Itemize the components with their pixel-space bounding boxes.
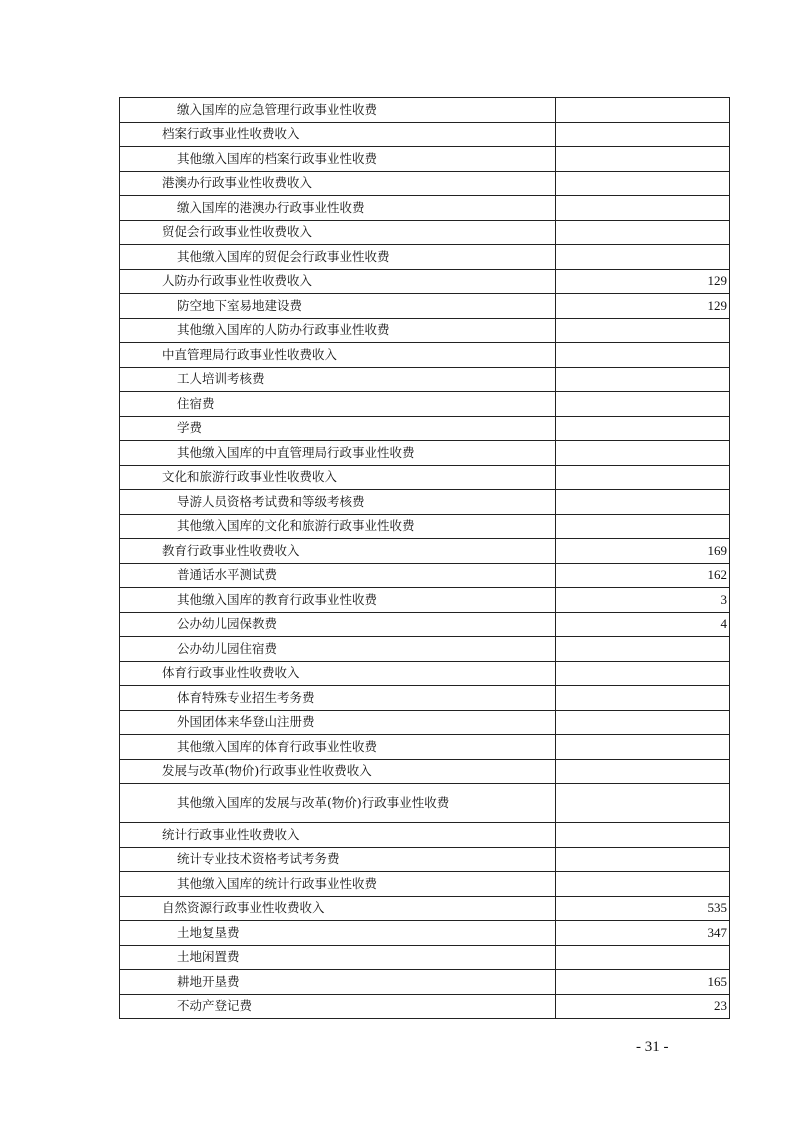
table-row [120, 612, 730, 637]
table-row [120, 945, 730, 970]
amount-cell [556, 245, 730, 270]
table-row [120, 392, 730, 417]
table-row [120, 171, 730, 196]
amount-cell: 3 [556, 588, 730, 613]
amount-cell: 165 [556, 970, 730, 995]
table-row [120, 847, 730, 872]
item-name-cell: 缴入国库的应急管理行政事业性收费 [120, 98, 556, 123]
table-row [120, 343, 730, 368]
table-row [120, 823, 730, 848]
item-name-cell: 防空地下室易地建设费 [120, 294, 556, 319]
amount-cell [556, 710, 730, 735]
table-row [120, 416, 730, 441]
item-name-cell: 文化和旅游行政事业性收费收入 [120, 465, 556, 490]
item-name-cell: 体育特殊专业招生考务费 [120, 686, 556, 711]
amount-cell [556, 98, 730, 123]
amount-cell [556, 847, 730, 872]
item-name-cell: 住宿费 [120, 392, 556, 417]
item-name-cell: 档案行政事业性收费收入 [120, 122, 556, 147]
amount-cell [556, 416, 730, 441]
item-name-cell: 不动产登记费 [120, 994, 556, 1019]
item-name-cell: 人防办行政事业性收费收入 [120, 269, 556, 294]
amount-cell [556, 367, 730, 392]
table-row [120, 245, 730, 270]
amount-cell: 23 [556, 994, 730, 1019]
amount-cell [556, 872, 730, 897]
amount-cell [556, 318, 730, 343]
item-name-cell: 工人培训考核费 [120, 367, 556, 392]
table-row [120, 367, 730, 392]
table-row [120, 563, 730, 588]
item-name-cell: 其他缴入国库的贸促会行政事业性收费 [120, 245, 556, 270]
table-row [120, 994, 730, 1019]
amount-cell [556, 122, 730, 147]
item-name-cell: 发展与改革(物价)行政事业性收费收入 [120, 759, 556, 784]
amount-cell [556, 490, 730, 515]
amount-cell [556, 759, 730, 784]
amount-cell [556, 220, 730, 245]
amount-cell [556, 735, 730, 760]
table-row [120, 637, 730, 662]
amount-cell: 535 [556, 896, 730, 921]
table-row [120, 896, 730, 921]
amount-cell [556, 784, 730, 823]
table-row [120, 784, 730, 823]
item-name-cell: 其他缴入国库的统计行政事业性收费 [120, 872, 556, 897]
table-row [120, 661, 730, 686]
amount-cell [556, 343, 730, 368]
item-name-cell: 体育行政事业性收费收入 [120, 661, 556, 686]
amount-cell [556, 441, 730, 466]
table-row [120, 735, 730, 760]
item-name-cell: 其他缴入国库的人防办行政事业性收费 [120, 318, 556, 343]
item-name-cell: 教育行政事业性收费收入 [120, 539, 556, 564]
table-row [120, 588, 730, 613]
item-name-cell: 缴入国库的港澳办行政事业性收费 [120, 196, 556, 221]
amount-cell [556, 147, 730, 172]
item-name-cell: 其他缴入国库的档案行政事业性收费 [120, 147, 556, 172]
item-name-cell: 统计行政事业性收费收入 [120, 823, 556, 848]
item-name-cell: 学费 [120, 416, 556, 441]
amount-cell [556, 392, 730, 417]
item-name-cell: 普通话水平测试费 [120, 563, 556, 588]
item-name-cell: 统计专业技术资格考试考务费 [120, 847, 556, 872]
table-row [120, 196, 730, 221]
item-name-cell: 其他缴入国库的中直管理局行政事业性收费 [120, 441, 556, 466]
item-name-cell: 港澳办行政事业性收费收入 [120, 171, 556, 196]
item-name-cell: 其他缴入国库的体育行政事业性收费 [120, 735, 556, 760]
amount-cell [556, 661, 730, 686]
table-row [120, 220, 730, 245]
amount-cell [556, 514, 730, 539]
amount-cell [556, 945, 730, 970]
amount-cell [556, 465, 730, 490]
table-row [120, 970, 730, 995]
item-name-cell: 土地复垦费 [120, 921, 556, 946]
amount-cell [556, 171, 730, 196]
table-row [120, 759, 730, 784]
table-row [120, 514, 730, 539]
table-row [120, 122, 730, 147]
item-name-cell: 公办幼儿园住宿费 [120, 637, 556, 662]
table-row [120, 465, 730, 490]
table-row [120, 294, 730, 319]
item-name-cell: 其他缴入国库的教育行政事业性收费 [120, 588, 556, 613]
amount-cell [556, 823, 730, 848]
table-row [120, 710, 730, 735]
table-row [120, 441, 730, 466]
page-number: - 31 - [636, 1039, 669, 1055]
amount-cell: 169 [556, 539, 730, 564]
amount-cell [556, 196, 730, 221]
budget-table [119, 97, 730, 1019]
table-body [120, 98, 730, 1019]
table-row [120, 921, 730, 946]
amount-cell: 162 [556, 563, 730, 588]
amount-cell [556, 686, 730, 711]
item-name-cell: 耕地开垦费 [120, 970, 556, 995]
table-row [120, 686, 730, 711]
amount-cell [556, 637, 730, 662]
item-name-cell: 导游人员资格考试费和等级考核费 [120, 490, 556, 515]
table-row [120, 539, 730, 564]
table-row [120, 98, 730, 123]
table-row [120, 872, 730, 897]
item-name-cell: 自然资源行政事业性收费收入 [120, 896, 556, 921]
table-row [120, 269, 730, 294]
item-name-cell: 土地闲置费 [120, 945, 556, 970]
item-name-cell: 外国团体来华登山注册费 [120, 710, 556, 735]
amount-cell: 347 [556, 921, 730, 946]
table-row [120, 318, 730, 343]
amount-cell: 4 [556, 612, 730, 637]
amount-cell: 129 [556, 294, 730, 319]
table-row [120, 147, 730, 172]
amount-cell: 129 [556, 269, 730, 294]
item-name-cell: 中直管理局行政事业性收费收入 [120, 343, 556, 368]
item-name-cell: 贸促会行政事业性收费收入 [120, 220, 556, 245]
item-name-cell: 其他缴入国库的文化和旅游行政事业性收费 [120, 514, 556, 539]
table-row [120, 490, 730, 515]
item-name-cell: 公办幼儿园保教费 [120, 612, 556, 637]
item-name-cell: 其他缴入国库的发展与改革(物价)行政事业性收费 [120, 784, 556, 823]
